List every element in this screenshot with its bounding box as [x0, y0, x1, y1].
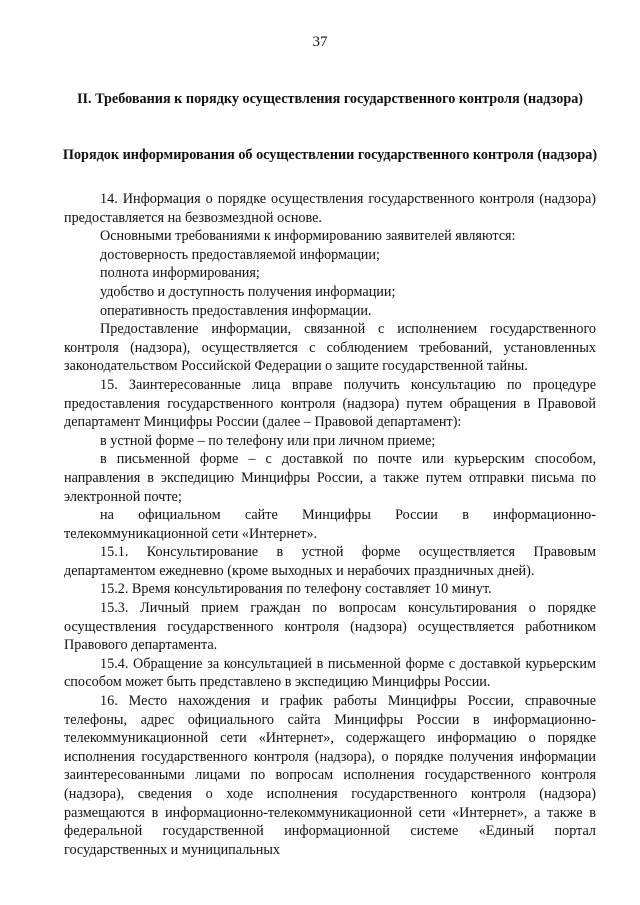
consultation-form-item: в письменной форме – с доставкой по почте или курьерским способом, направления в экспедицию Минцифры России, а также путем отправки письма по электронной почте; — [64, 451, 596, 505]
section-title: II. Требования к порядку осуществления государственного контроля (надзора) — [76, 91, 584, 107]
consultation-form-item: на официальном сайте Минцифры России в информационно-телекоммуникационной сети «Интернет». — [64, 507, 596, 542]
body-text — [64, 190, 596, 859]
requirement-item: удобство и доступность получения информации; — [100, 283, 396, 300]
consultation-form-item: в устной форме – по телефону или при личном приеме; — [100, 432, 436, 449]
requirement-item: полнота информирования; — [100, 265, 260, 282]
paragraph-15-4: 15.4. Обращение за консультацией в письменной форме с доставкой курьерским способом может быть представлено в экспедицию Минцифры России. — [64, 655, 596, 691]
paragraph-15-2: 15.2. Время консультирования по телефону составляет 10 минут. — [100, 581, 492, 598]
paragraph-state-secret: Предоставление информации, связанной с исполнением государственного контроля (надзора), осуществляется с соблюдением требований, установленных законодательством Российской Федерации о защите государственной тайны. — [64, 321, 596, 375]
requirement-item: достоверность предоставляемой информации; — [100, 246, 380, 263]
subsection-title: Порядок информирования об осуществлении государственного контроля (надзора) — [62, 147, 598, 163]
paragraph-15-1: 15.1. Консультирование в устной форме осуществляется Правовым департаментом ежедневно (кроме выходных и нерабочих праздничных дней). — [64, 544, 596, 579]
paragraph-14: 14. Информация о порядке осуществления государственного контроля (надзора) предоставляется на безвозмездной основе. — [64, 191, 596, 226]
paragraph-15-3: 15.3. Личный прием граждан по вопросам консультирования о порядке осуществления государственного контроля (надзора) осуществляется работником Правового департамента. — [64, 600, 596, 654]
paragraph-16: 16. Место нахождения и график работы Минцифры России, справочные телефоны, адрес официального сайта Минцифры России в информационно-телекоммуникационной сети «Интернет», содержащего информацию о порядке исполнения государственного контроля (надзора), о порядке получения информации заинтересованными лицами по вопросам исполнения государственного контроля (надзора), сведения о ходе исполнения государственного контроля (надзора) размещаются в информационно-телекоммуникационной сети «Интернет», а также в федеральной государственной информационной системе «Единый портал государственных и муниципальных — [64, 693, 596, 858]
page-number: 37 — [312, 34, 328, 50]
requirement-item: оперативность предоставления информации. — [100, 302, 372, 319]
paragraph-requirements-intro: Основными требованиями к информированию заявителей являются: — [100, 228, 516, 245]
paragraph-15: 15. Заинтересованные лица вправе получить консультацию по процедуре предоставления государственного контроля (надзора) путем обращения в Правовой департамент Минцифры России (далее – Правовой департамент): — [64, 376, 596, 431]
